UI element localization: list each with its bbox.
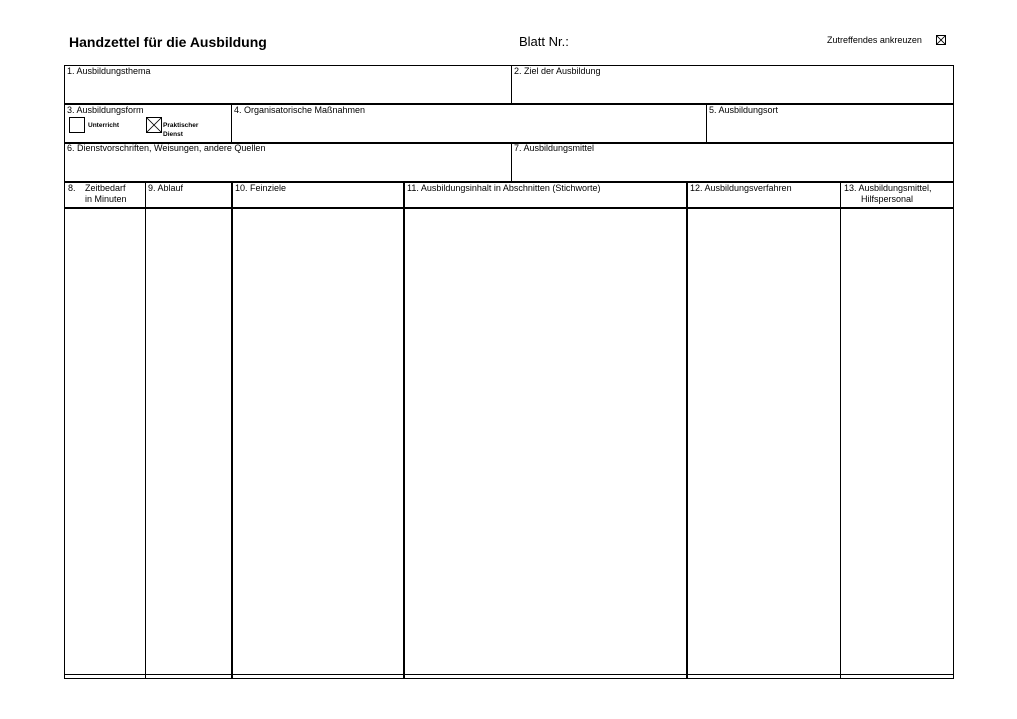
column-body-zeitbedarf[interactable] xyxy=(64,209,145,675)
field-ausbildungsmittel[interactable] xyxy=(511,143,954,182)
column-label xyxy=(85,183,127,205)
page-title: Handzettel für die Ausbildung xyxy=(69,34,267,50)
checkbox-unterricht[interactable] xyxy=(69,117,85,133)
hint-checkbox-example xyxy=(936,35,946,45)
field-ausbildungsthema[interactable] xyxy=(64,65,511,104)
label-line: Zeitbedarf xyxy=(85,183,126,193)
field-ziel-der-ausbildung[interactable] xyxy=(511,65,954,104)
checkbox-label-praktischer-dienst xyxy=(163,121,198,139)
column-label: 9. Ablauf xyxy=(148,183,184,193)
column-label: 11. Ausbildungsinhalt in Abschnitten (Stichworte) xyxy=(407,183,601,193)
field-label: 1. Ausbildungsthema xyxy=(67,66,151,76)
field-dienstvorschriften[interactable] xyxy=(64,143,511,182)
divider xyxy=(840,182,841,679)
hint-label: Zutreffendes ankreuzen xyxy=(827,35,922,45)
column-body-feinziele[interactable] xyxy=(231,209,403,675)
column-body-ablauf[interactable] xyxy=(145,209,231,675)
column-header-feinziele xyxy=(231,182,403,208)
divider xyxy=(64,674,954,675)
column-header-zeitbedarf xyxy=(64,182,145,208)
field-label: 7. Ausbildungsmittel xyxy=(514,143,595,153)
column-label xyxy=(844,183,932,205)
field-label: 3. Ausbildungsform xyxy=(67,105,144,115)
label-line: Praktischer xyxy=(163,122,199,129)
column-header-ausbildungsmittel-hilfspersonal xyxy=(840,182,954,208)
label-line: Hilfspersonal xyxy=(861,194,914,204)
column-header-ausbildungsverfahren xyxy=(686,182,840,208)
cross-icon xyxy=(147,118,161,132)
label-line: 13. Ausbildungsmittel, xyxy=(844,183,932,193)
divider xyxy=(231,182,233,679)
column-label: 10. Feinziele xyxy=(235,183,287,193)
divider xyxy=(145,182,146,679)
sheet-number-label: Blatt Nr.: xyxy=(519,34,569,49)
checkbox-label-unterricht: Unterricht xyxy=(88,122,120,129)
divider xyxy=(511,65,512,104)
cross-icon xyxy=(937,36,945,44)
field-label: 2. Ziel der Ausbildung xyxy=(514,66,601,76)
column-header-ablauf xyxy=(145,182,231,208)
column-header-ausbildungsinhalt xyxy=(403,182,686,208)
divider xyxy=(686,182,688,679)
column-body-ausbildungsinhalt[interactable] xyxy=(403,209,686,675)
field-ausbildungsort[interactable] xyxy=(706,104,954,143)
divider xyxy=(403,182,405,679)
checkbox-praktischer-dienst[interactable] xyxy=(146,117,162,133)
label-line: Dienst xyxy=(163,131,183,138)
column-number: 8. xyxy=(68,183,76,193)
column-label: 12. Ausbildungsverfahren xyxy=(690,183,792,193)
field-label: 6. Dienstvorschriften, Weisungen, andere Quellen xyxy=(67,143,266,153)
field-organisatorische-massnahmen[interactable] xyxy=(231,104,706,143)
field-label: 4. Organisatorische Maßnahmen xyxy=(234,105,366,115)
column-body-ausbildungsverfahren[interactable] xyxy=(686,209,840,675)
field-label: 5. Ausbildungsort xyxy=(709,105,779,115)
column-body-ausbildungsmittel[interactable] xyxy=(840,209,954,675)
label-line: in Minuten xyxy=(85,194,127,204)
